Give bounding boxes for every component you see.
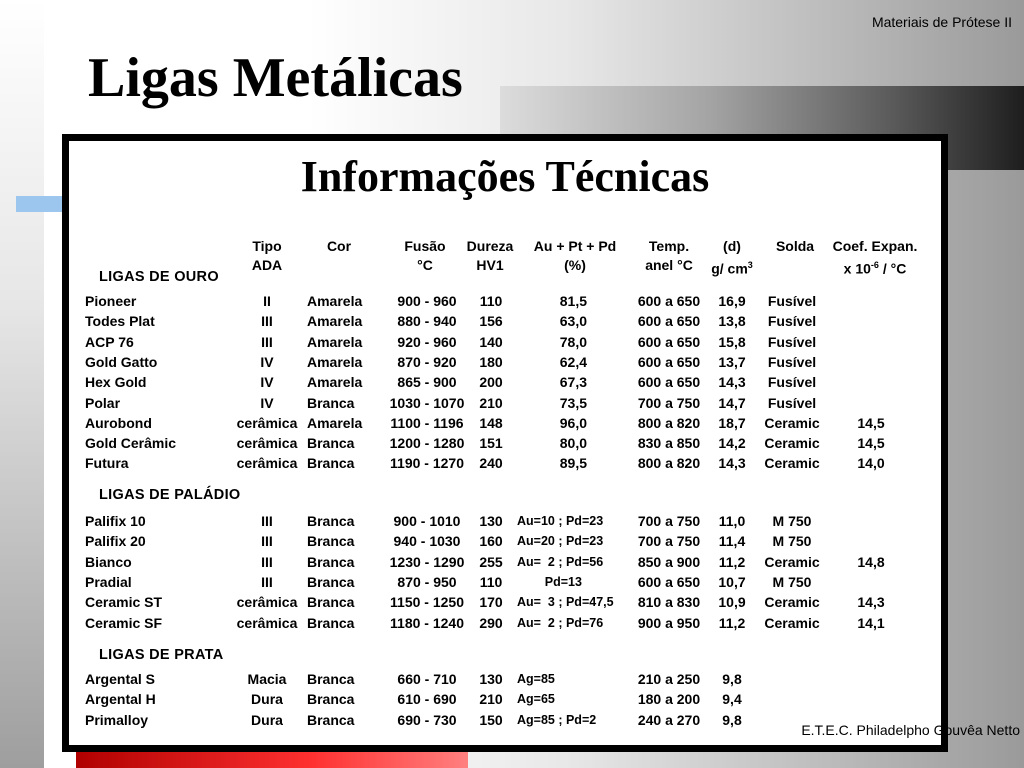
cell-dureza: 210 bbox=[479, 691, 503, 708]
table-row bbox=[69, 531, 941, 551]
cell-fusao: 1100 - 1196 bbox=[390, 414, 464, 431]
cell-name: Pioneer bbox=[85, 293, 137, 309]
cell-temp: 210 a 250 bbox=[637, 671, 701, 687]
cell-tipo: Dura bbox=[251, 711, 283, 728]
cell-cor: Branca bbox=[307, 513, 355, 529]
cell-temp: 850 a 900 bbox=[637, 553, 701, 570]
table-row bbox=[69, 291, 941, 311]
cell-cor: Branca bbox=[307, 691, 355, 708]
cell-au: Ag=85 ; Pd=2 bbox=[517, 712, 597, 727]
cell-coef: 14,8 bbox=[857, 553, 885, 570]
cell-au: 67,3 bbox=[559, 374, 587, 391]
cell-tipo: III bbox=[261, 333, 273, 350]
cell-au: Ag=85 bbox=[517, 672, 555, 686]
cell-au: Au=20 ; Pd=23 bbox=[517, 534, 604, 549]
cell-cor: Amarela bbox=[307, 374, 363, 391]
cell-dens: 10,7 bbox=[718, 573, 746, 590]
cell-au: 80,0 bbox=[559, 435, 587, 452]
cell-cor: Branca bbox=[307, 394, 355, 411]
cell-cor: Amarela bbox=[307, 353, 363, 370]
cell-name: Primalloy bbox=[85, 711, 149, 728]
cell-au: Ag=65 bbox=[517, 692, 555, 707]
table-row bbox=[69, 372, 941, 392]
cell-tipo: Macia bbox=[247, 671, 287, 687]
header-fusao: Fusão °C bbox=[404, 238, 446, 273]
cell-dureza: 160 bbox=[479, 533, 503, 550]
cell-tipo: III bbox=[261, 513, 273, 529]
cell-fusao: 660 - 710 bbox=[397, 671, 457, 687]
cell-fusao: 1190 - 1270 bbox=[390, 455, 464, 472]
cell-dureza: 210 bbox=[479, 394, 503, 411]
cell-au: 78,0 bbox=[559, 333, 587, 350]
cell-temp: 830 a 850 bbox=[637, 435, 701, 452]
cell-dureza: 148 bbox=[479, 414, 503, 431]
cell-dens: 13,8 bbox=[718, 313, 746, 330]
cell-name: Hex Gold bbox=[85, 374, 147, 391]
cell-name: Argental H bbox=[85, 691, 156, 708]
cell-solda: Fusível bbox=[767, 353, 817, 370]
technical-info-panel bbox=[62, 134, 948, 752]
cell-tipo: cerâmica bbox=[236, 414, 298, 431]
cell-fusao: 940 - 1030 bbox=[393, 533, 461, 550]
cell-dens: 9,4 bbox=[722, 691, 742, 708]
cell-name: Bianco bbox=[85, 553, 132, 570]
cell-solda: Ceramic bbox=[764, 594, 820, 611]
table-row bbox=[69, 511, 941, 531]
cell-dens: 9,8 bbox=[722, 671, 742, 687]
cell-fusao: 870 - 920 bbox=[397, 353, 457, 370]
cell-dens: 11,2 bbox=[718, 614, 746, 631]
cell-name: Aurobond bbox=[85, 414, 152, 431]
table-row bbox=[69, 433, 941, 453]
cell-temp: 600 a 650 bbox=[637, 374, 701, 391]
cell-cor: Amarela bbox=[307, 293, 363, 309]
cell-tipo: IV bbox=[260, 353, 274, 370]
cell-solda: M 750 bbox=[772, 533, 812, 550]
cell-fusao: 1200 - 1280 bbox=[389, 435, 465, 452]
cell-dureza: 110 bbox=[479, 573, 503, 590]
cell-solda: Ceramic bbox=[764, 455, 820, 472]
cell-solda: Fusível bbox=[767, 374, 817, 391]
cell-name: Polar bbox=[85, 394, 121, 411]
cell-cor: Branca bbox=[307, 455, 355, 472]
cell-temp: 700 a 750 bbox=[637, 533, 701, 550]
cell-name: Ceramic ST bbox=[85, 594, 163, 611]
cell-temp: 800 a 820 bbox=[637, 455, 701, 472]
cell-cor: Branca bbox=[307, 614, 355, 631]
cell-cor: Branca bbox=[307, 533, 355, 550]
cell-name: Pradial bbox=[85, 573, 132, 590]
cell-fusao: 1180 - 1240 bbox=[390, 614, 464, 631]
cell-solda: Ceramic bbox=[764, 614, 820, 631]
cell-fusao: 900 - 1010 bbox=[393, 513, 461, 529]
cell-coef: 14,3 bbox=[857, 594, 885, 611]
cell-temp: 600 a 650 bbox=[637, 353, 701, 370]
group-label: LIGAS DE PALÁDIO bbox=[99, 487, 241, 503]
cell-name: Palifix 10 bbox=[85, 513, 146, 529]
cell-dureza: 180 bbox=[479, 353, 503, 370]
cell-tipo: cerâmica bbox=[236, 435, 298, 452]
cell-temp: 810 a 830 bbox=[637, 594, 701, 611]
cell-dens: 14,2 bbox=[718, 435, 746, 452]
cell-solda: Ceramic bbox=[764, 414, 820, 431]
cell-fusao: 865 - 900 bbox=[397, 374, 457, 391]
cell-fusao: 900 - 960 bbox=[397, 293, 457, 309]
table-title: Informações Técnicas bbox=[300, 152, 710, 201]
cell-dureza: 110 bbox=[479, 293, 503, 309]
cell-dens: 13,7 bbox=[718, 353, 746, 370]
header-coef-expan: Coef. Expan. x $10^{-6} / ^\circ C$ bbox=[832, 238, 918, 277]
cell-cor: Branca bbox=[307, 435, 355, 452]
cell-dureza: 130 bbox=[479, 513, 503, 529]
cell-cor: Branca bbox=[307, 573, 355, 590]
cell-dens: 11,4 bbox=[718, 533, 746, 550]
cell-temp: 600 a 650 bbox=[637, 313, 701, 330]
group-label: LIGAS DE OURO bbox=[99, 269, 219, 285]
cell-tipo: IV bbox=[260, 374, 274, 391]
cell-dens: 15,8 bbox=[718, 333, 746, 350]
cell-tipo: IV bbox=[260, 394, 274, 411]
cell-dens: 14,3 bbox=[718, 455, 746, 472]
table-row bbox=[69, 592, 941, 612]
cell-tipo: II bbox=[263, 293, 271, 309]
cell-au: Au= 2 ; Pd=76 bbox=[517, 615, 604, 630]
cell-solda: Ceramic bbox=[764, 435, 820, 452]
cell-cor: Amarela bbox=[307, 414, 363, 431]
cell-fusao: 1230 - 1290 bbox=[389, 553, 465, 570]
cell-au: 96,0 bbox=[559, 414, 587, 431]
cell-name: Argental S bbox=[85, 671, 156, 687]
cell-au: Au= 3 ; Pd=47,5 bbox=[517, 595, 614, 610]
slide-title: Ligas Metálicas bbox=[88, 47, 463, 109]
cell-temp: 700 a 750 bbox=[637, 394, 701, 411]
background-blue-accent bbox=[16, 196, 66, 212]
cell-tipo: III bbox=[261, 553, 273, 570]
cell-dureza: 156 bbox=[479, 313, 503, 330]
cell-dens: 11,0 bbox=[718, 513, 746, 529]
cell-cor: Amarela bbox=[307, 333, 363, 350]
table-row bbox=[69, 352, 941, 372]
cell-dens: 14,3 bbox=[718, 374, 746, 391]
cell-coef: 14,0 bbox=[857, 455, 885, 472]
cell-coef: 14,5 bbox=[857, 435, 885, 452]
cell-dens: 11,2 bbox=[718, 553, 746, 570]
cell-coef: 14,5 bbox=[857, 414, 885, 431]
cell-au: Au= 2 ; Pd=56 bbox=[517, 554, 604, 569]
school-name: E.T.E.C. Philadelpho Gouvêa Netto bbox=[801, 722, 1020, 738]
table-row bbox=[69, 572, 941, 592]
table-row bbox=[69, 453, 941, 473]
cell-dens: 18,7 bbox=[718, 414, 746, 431]
cell-dens: 10,9 bbox=[718, 594, 746, 611]
table-row bbox=[69, 669, 941, 689]
cell-au: 62,4 bbox=[559, 353, 587, 370]
group-label: LIGAS DE PRATA bbox=[99, 647, 224, 663]
table-row bbox=[69, 311, 941, 331]
cell-temp: 700 a 750 bbox=[637, 513, 701, 529]
course-name: Materiais de Prótese II bbox=[871, 14, 1012, 30]
cell-solda: Fusível bbox=[767, 394, 817, 411]
cell-au: 89,5 bbox=[559, 455, 587, 472]
cell-dureza: 290 bbox=[479, 614, 503, 631]
technical-info-sheet bbox=[69, 141, 941, 745]
cell-dens: 16,9 bbox=[718, 293, 746, 309]
cell-temp: 240 a 270 bbox=[637, 711, 701, 728]
cell-tipo: cerâmica bbox=[236, 455, 298, 472]
header-temp: Temp. anel °C bbox=[645, 238, 693, 273]
cell-temp: 600 a 650 bbox=[637, 333, 701, 350]
cell-name: Futura bbox=[85, 455, 129, 472]
header-tipo: Tipo ADA bbox=[251, 238, 283, 273]
cell-solda: Ceramic bbox=[764, 553, 820, 570]
table-row bbox=[69, 413, 941, 433]
header-cor: Cor bbox=[326, 238, 352, 254]
cell-fusao: 880 - 940 bbox=[397, 313, 457, 330]
cell-dens: 9,8 bbox=[722, 711, 742, 728]
cell-name: Gold Cerâmic bbox=[85, 435, 177, 452]
cell-cor: Branca bbox=[307, 594, 355, 611]
cell-solda: Fusível bbox=[767, 313, 817, 330]
cell-temp: 600 a 650 bbox=[637, 573, 701, 590]
cell-coef: 14,1 bbox=[857, 614, 885, 631]
cell-dureza: 240 bbox=[479, 455, 503, 472]
cell-solda: Fusível bbox=[767, 293, 817, 309]
table-row bbox=[69, 552, 941, 572]
cell-fusao: 1030 - 1070 bbox=[389, 394, 465, 411]
cell-fusao: 920 - 960 bbox=[397, 333, 457, 350]
cell-au: 63,0 bbox=[559, 313, 587, 330]
header-densidade: (d) g/ $cm^3$ bbox=[711, 238, 753, 277]
cell-solda: M 750 bbox=[772, 513, 812, 529]
cell-cor: Amarela bbox=[307, 313, 363, 330]
cell-tipo: Dura bbox=[251, 691, 283, 708]
header-dureza: Dureza HV1 bbox=[466, 238, 514, 273]
cell-au: 73,5 bbox=[559, 394, 587, 411]
header-solda: Solda bbox=[775, 238, 815, 254]
cell-au: Au=10 ; Pd=23 bbox=[517, 514, 604, 528]
cell-cor: Branca bbox=[307, 553, 355, 570]
cell-temp: 900 a 950 bbox=[637, 614, 701, 631]
cell-dureza: 170 bbox=[479, 594, 503, 611]
table-row bbox=[69, 613, 941, 633]
cell-cor: Branca bbox=[307, 671, 355, 687]
background-left-strip bbox=[0, 0, 44, 768]
cell-cor: Branca bbox=[307, 711, 355, 728]
cell-temp: 800 a 820 bbox=[637, 414, 701, 431]
cell-tipo: III bbox=[261, 573, 273, 590]
cell-name: Ceramic SF bbox=[85, 614, 163, 631]
cell-tipo: cerâmica bbox=[236, 614, 298, 631]
cell-dureza: 151 bbox=[479, 435, 503, 452]
cell-name: Todes Plat bbox=[85, 313, 155, 330]
cell-dureza: 130 bbox=[479, 671, 503, 687]
cell-dens: 14,7 bbox=[718, 394, 746, 411]
cell-tipo: III bbox=[261, 313, 273, 330]
cell-temp: 180 a 200 bbox=[637, 691, 701, 708]
cell-name: ACP 76 bbox=[85, 333, 134, 350]
cell-dureza: 200 bbox=[479, 374, 503, 391]
cell-name: Gold Gatto bbox=[85, 353, 158, 370]
header-au-pt-pd: Au + Pt + Pd (%) bbox=[533, 238, 617, 273]
cell-name: Palifix 20 bbox=[85, 533, 146, 550]
cell-au: 81,5 bbox=[559, 293, 587, 309]
table-row bbox=[69, 332, 941, 352]
cell-solda: M 750 bbox=[772, 573, 812, 590]
cell-fusao: 1150 - 1250 bbox=[390, 594, 464, 611]
cell-dureza: 140 bbox=[479, 333, 503, 350]
cell-tipo: III bbox=[261, 533, 273, 550]
cell-au: Pd=13 bbox=[517, 574, 582, 589]
cell-solda: Fusível bbox=[767, 333, 817, 350]
table-row bbox=[69, 689, 941, 709]
cell-fusao: 690 - 730 bbox=[397, 711, 457, 728]
cell-tipo: cerâmica bbox=[236, 594, 298, 611]
cell-fusao: 870 - 950 bbox=[397, 573, 457, 590]
table-row bbox=[69, 393, 941, 413]
cell-dureza: 255 bbox=[479, 553, 503, 570]
cell-temp: 600 a 650 bbox=[637, 293, 701, 309]
cell-dureza: 150 bbox=[479, 711, 503, 728]
cell-fusao: 610 - 690 bbox=[397, 691, 457, 708]
